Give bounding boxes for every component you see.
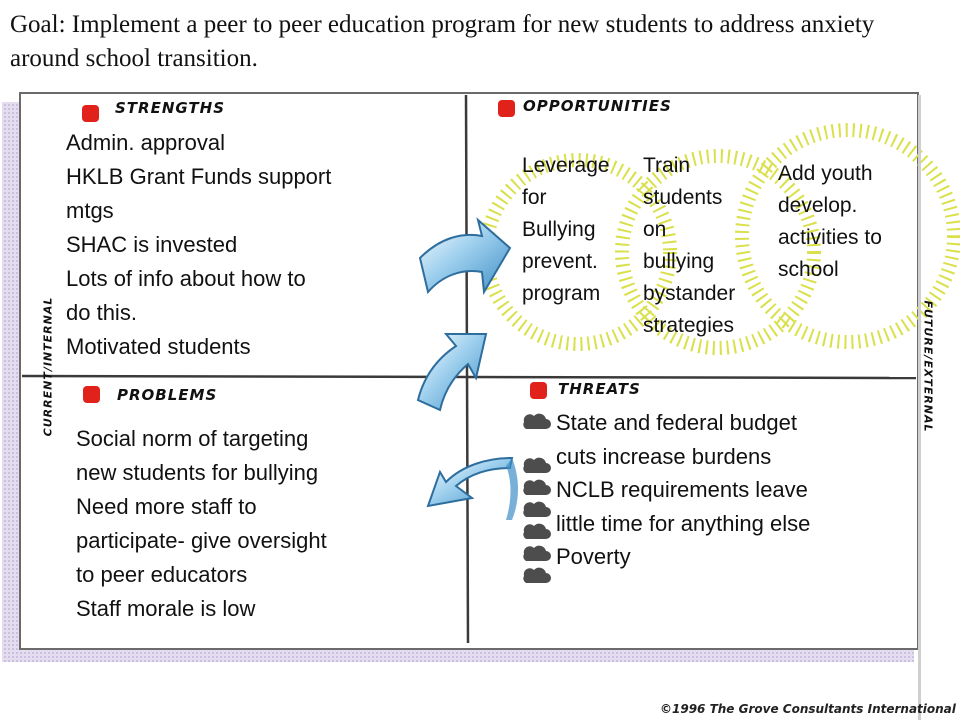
- opportunity-line: for: [522, 186, 547, 209]
- list-item: new students for bullying: [76, 460, 319, 485]
- threats-bullet: [530, 382, 547, 399]
- opportunity-line: school: [778, 258, 839, 281]
- strengths-bullet: [82, 105, 99, 122]
- strengths-list: [66, 126, 446, 364]
- list-item: Staff morale is low: [76, 596, 256, 621]
- problems-bullet: [83, 386, 100, 403]
- opportunity-line: Add youth: [778, 162, 873, 185]
- current-internal-label: [41, 297, 54, 437]
- opportunity-line: Leverage: [522, 154, 610, 177]
- list-item: Poverty: [556, 544, 631, 569]
- right-edge-line: [918, 95, 921, 720]
- opportunity-3-text: [778, 158, 882, 286]
- list-item: to peer educators: [76, 562, 248, 587]
- opportunity-line: bullying: [643, 250, 715, 273]
- goal-statement: Goal: Implement a peer to peer education program for new students to address anxiety around school transition.: [10, 11, 875, 72]
- opportunity-line: develop.: [778, 194, 858, 217]
- threats-heading: THREATS: [558, 380, 641, 398]
- opportunity-line: students: [643, 186, 723, 209]
- future-external-text: FUTURE/EXTERNAL: [921, 300, 935, 433]
- opportunity-line: program: [522, 282, 601, 305]
- opportunity-line: on: [643, 218, 667, 241]
- list-item: do this.: [66, 300, 137, 325]
- current-internal-text: CURRENT/INTERNAL: [41, 296, 55, 437]
- list-item: SHAC is invested: [66, 232, 238, 257]
- problems-heading: PROBLEMS: [117, 386, 218, 404]
- problems-list: [76, 422, 456, 626]
- opportunity-line: bystander: [643, 282, 736, 305]
- copyright-notice: ©1996 The Grove Consultants International: [660, 702, 956, 716]
- strengths-heading: STRENGTHS: [115, 99, 226, 117]
- list-item: HKLB Grant Funds support: [66, 164, 332, 189]
- list-item: participate- give oversight: [76, 528, 327, 553]
- future-external-label: [922, 300, 935, 432]
- list-item: Lots of info about how to: [66, 266, 306, 291]
- list-item: little time for anything else: [556, 510, 811, 536]
- threats-list: [556, 406, 911, 574]
- opportunities-heading: OPPORTUNITIES: [523, 97, 672, 115]
- opportunity-line: prevent.: [522, 250, 598, 273]
- opportunity-line: Bullying: [522, 218, 596, 241]
- opportunity-line: activities to: [778, 226, 882, 249]
- list-item: State and federal budget: [556, 410, 797, 435]
- list-item: NCLB requirements leave: [556, 477, 808, 502]
- opportunity-line: Train: [643, 154, 691, 177]
- opportunity-2-text: [643, 150, 735, 342]
- opportunities-bullet: [498, 100, 515, 117]
- opportunity-line: strategies: [643, 314, 735, 337]
- list-item: Motivated students: [66, 334, 251, 359]
- opportunity-1-text: [522, 150, 610, 310]
- list-item: mtgs: [66, 198, 114, 223]
- list-item: Need more staff to: [76, 494, 257, 519]
- list-item: Admin. approval: [66, 130, 225, 155]
- list-item: Social norm of targeting: [76, 426, 309, 451]
- list-item: cuts increase burdens: [556, 443, 772, 469]
